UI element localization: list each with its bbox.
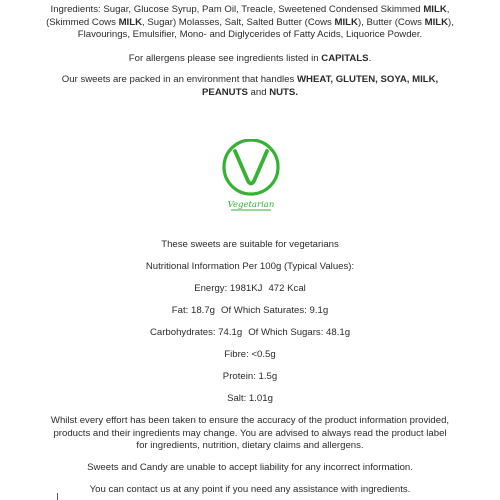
energy-kj: Energy: 1981KJ bbox=[194, 283, 263, 294]
nutrition-salt-row: Salt: 1.01g bbox=[227, 393, 273, 404]
paragraph-text: and bbox=[247, 86, 270, 98]
saturates-value: Of Which Saturates: 9.1g bbox=[221, 305, 329, 316]
vegetarian-logo-v bbox=[235, 151, 267, 184]
liability-note: Sweets and Candy are unable to accept liability for any incorrect information. bbox=[87, 462, 413, 473]
allergen-note-suffix: . bbox=[368, 53, 372, 64]
paragraph-text: , Sugar) Molasses, Salt, Salted Butter (Cows bbox=[142, 16, 335, 28]
allergen-note-prefix: For allergens please see ingredients listed in bbox=[128, 53, 322, 64]
nutrition-heading: Nutritional Information Per 100g (Typical Values): bbox=[145, 261, 355, 272]
fat-value: Fat: 18.7g bbox=[171, 305, 215, 316]
bold-allergen-text: WHEAT, GLUTEN, SOYA, MILK, PEANUTS bbox=[202, 74, 439, 98]
bold-allergen-text: MILK bbox=[118, 16, 143, 28]
allergen-note bbox=[40, 53, 460, 66]
nutrition-fibre-row: Fibre: <0.5g bbox=[224, 349, 276, 360]
vegetarian-logo-ring bbox=[224, 140, 278, 194]
allergen-note-bold: CAPITALS bbox=[321, 53, 369, 64]
bold-allergen-text: MILK bbox=[334, 16, 358, 28]
paragraph-text: , (Skimmed Cows bbox=[46, 4, 450, 28]
paragraph-text: Ingredients: Sugar, Glucose Syrup, Pam Oil, Treacle, Sweetened Condensed Skimmed bbox=[50, 4, 424, 15]
nutrition-energy-row bbox=[0, 283, 500, 295]
ingredients-paragraph bbox=[40, 4, 460, 42]
vegetarian-note: These sweets are suitable for vegetarians bbox=[161, 239, 339, 250]
paragraph-text: ), Butter (Cows bbox=[357, 16, 425, 28]
energy-kcal: 472 Kcal bbox=[268, 283, 306, 294]
contact-note: You can contact us at any point if you need any assistance with ingredients. bbox=[89, 484, 411, 495]
sugars-value: Of Which Sugars: 48.1g bbox=[248, 327, 351, 338]
bold-allergen-text: MILK bbox=[423, 4, 447, 15]
nutrition-protein-row: Protein: 1.5g bbox=[222, 371, 278, 382]
nutrition-carbs-row bbox=[0, 327, 500, 339]
paragraph-text: ), Flavourings, Emulsifier, Mono- and Diglycerides of Fatty Acids, Liquorice Powder. bbox=[77, 16, 454, 40]
vegetarian-logo-icon bbox=[220, 139, 282, 217]
vegetarian-logo-text: Vegetarian bbox=[227, 200, 275, 210]
bold-allergen-text: MILK bbox=[424, 16, 449, 28]
carbs-value: Carbohydrates: 74.1g bbox=[149, 327, 243, 338]
bold-allergen-text: NUTS. bbox=[269, 86, 298, 98]
environment-paragraph bbox=[40, 74, 460, 99]
paragraph-text: Our sweets are packed in an environment that handles bbox=[61, 74, 297, 85]
text-cursor bbox=[57, 493, 58, 500]
disclaimer-paragraph: Whilst every effort has been taken to ensure the accuracy of the product information provided, products and their ingredients may change. You are advised to always read the product label for ingredients, nutrition, dietary claims and allergens. bbox=[50, 415, 450, 451]
nutrition-fat-row bbox=[0, 305, 500, 317]
